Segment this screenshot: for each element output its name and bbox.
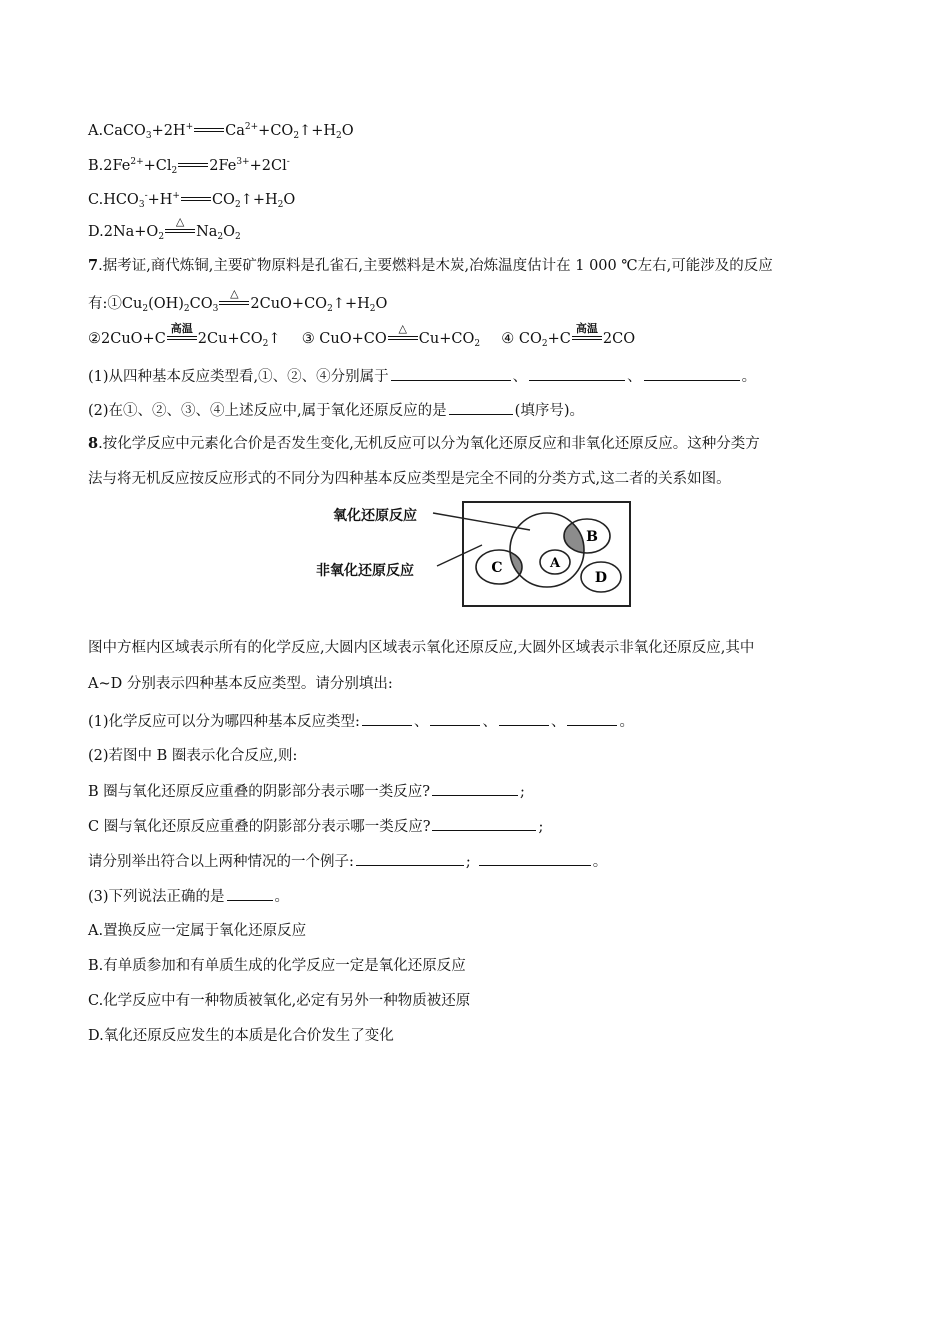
answer-blank[interactable] (499, 711, 549, 726)
formula-part: +2H (151, 123, 186, 139)
superscript: + (172, 191, 180, 201)
formula-part: 2Fe (209, 158, 237, 174)
answer-blank[interactable] (362, 711, 412, 726)
formula-part: ②2CuO+C (88, 331, 166, 347)
q8-option-b: B.有单质参加和有单质生成的化学反应一定是氧化还原反应 (88, 958, 466, 974)
formula-part: HCO (103, 192, 139, 208)
formula-part: +C (547, 331, 571, 347)
formula-part: Ca (225, 123, 245, 139)
venn-svg (464, 503, 629, 605)
q8-option-c: C.化学反应中有一种物质被氧化,必定有另外一种物质被还原 (88, 993, 471, 1009)
answer-blank[interactable] (567, 711, 617, 726)
formula-part: 2Cu+CO (197, 331, 263, 347)
answer-blank[interactable] (430, 711, 480, 726)
separator: 、 (550, 714, 566, 730)
subscript: 2 (277, 200, 284, 210)
punctuation: ; (538, 819, 544, 835)
answer-blank[interactable] (227, 886, 273, 901)
question-text: (2)在①、②、③、④上述反应中,属于氧化还原反应的是 (88, 403, 447, 419)
q8-sub2-c (88, 816, 543, 837)
superscript: + (185, 122, 194, 132)
superscript: 2+ (244, 122, 259, 132)
answer-blank[interactable] (479, 851, 591, 866)
formula-part: ↑+H (332, 296, 370, 312)
formula-part: ↑ (268, 331, 281, 347)
condition-label: 高温 (170, 322, 193, 335)
superscript: 3+ (236, 157, 250, 167)
question-text: (1)化学反应可以分为哪四种基本反应类型: (88, 714, 360, 730)
subscript: 2 (183, 304, 190, 314)
question-text: B 圈与氧化还原反应重叠的阴影部分表示哪一类反应? (88, 784, 431, 800)
subscript: 3 (212, 304, 219, 314)
label-c: C (491, 560, 503, 576)
formula-part: O (223, 224, 236, 240)
subscript: 2 (327, 304, 333, 314)
formula-part: +H (147, 192, 173, 208)
question-text: .按化学反应中元素化合价是否发生变化,无机反应可以分为氧化还原反应和非氧化还原反应。这种分类方 (98, 436, 760, 452)
q8-sub2-b (88, 781, 525, 802)
punctuation: 。 (274, 889, 290, 905)
question-text: A~D 分别表示四种基本反应类型。请分别填出: (88, 676, 393, 692)
subscript: 2 (369, 304, 376, 314)
superscript: 2+ (130, 157, 144, 167)
formula-part: ③ CuO+CO (301, 331, 387, 347)
subscript: 2 (293, 131, 300, 141)
question-text: (2)若图中 B 圈表示化合反应,则: (88, 748, 298, 764)
formula-part: 有:①Cu (88, 296, 143, 312)
subscript: 2 (474, 339, 481, 349)
separator: 、 (482, 714, 497, 730)
formula-part: CO (189, 296, 213, 312)
label-nonredox: 非氧化还原反应 (316, 563, 414, 579)
formula-part: 2CO (602, 331, 636, 347)
q8-sub2-examples (88, 851, 607, 872)
formula-part: 2Fe (103, 158, 131, 174)
option-label: D. (88, 224, 104, 240)
answer-blank[interactable] (356, 851, 464, 866)
superscript: - (286, 157, 290, 167)
punctuation: 。 (619, 714, 634, 730)
q8-sub1 (88, 711, 634, 732)
q8-sub3 (88, 886, 289, 907)
punctuation: 。 (592, 854, 608, 870)
subscript: 2 (234, 200, 241, 210)
formula-part: +Cl (143, 158, 172, 174)
option-label: A. (88, 123, 104, 139)
question-text: (3)下列说法正确的是 (88, 889, 225, 905)
subscript: 2 (541, 339, 548, 349)
punctuation: 。 (741, 369, 757, 385)
formula-part: 2Na+O (103, 224, 159, 240)
question-text: 请分别举出符合以上两种情况的一个例子: (88, 854, 354, 870)
formula-part: +2Cl (249, 158, 287, 174)
superscript: - (144, 191, 148, 201)
formula-part: 2CuO+CO (250, 296, 328, 312)
formula-part: Na (196, 224, 218, 240)
formula-part: +CO (258, 123, 294, 139)
condition-label: △ (230, 287, 239, 300)
formula-part: O (341, 123, 354, 139)
subscript: 2 (217, 232, 224, 242)
answer-blank[interactable] (432, 781, 518, 796)
separator: 、 (512, 369, 528, 385)
formula-part: (OH) (148, 296, 184, 312)
question-text: 图中方框内区域表示所有的化学反应,大圆内区域表示氧化还原反应,大圆外区域表示非氧化还原反应,其中 (88, 640, 755, 656)
q8-desc-2 (88, 674, 393, 694)
formula-part: CaCO (103, 123, 146, 139)
q8-option-a: A.置换反应一定属于氧化还原反应 (88, 923, 307, 939)
subscript: 2 (336, 131, 342, 141)
condition-label: △ (175, 215, 185, 228)
label-redox: 氧化还原反应 (333, 508, 417, 524)
question-text: 法与将无机反应按反应形式的不同分为四种基本反应类型是完全不同的分类方式,这二者的关系如图。 (88, 471, 731, 487)
option-label: C. (88, 192, 104, 208)
option-label: B. (88, 158, 104, 174)
subscript: 2 (171, 166, 178, 176)
subscript: 3 (145, 131, 152, 141)
formula-part: ④ CO (501, 331, 542, 347)
subscript: 2 (142, 304, 149, 314)
q8-option-d: D.氧化还原反应发生的本质是化合价发生了变化 (88, 1028, 394, 1044)
label-d: D (594, 570, 608, 586)
question-number: 8 (88, 435, 99, 452)
formula-part: CO (211, 192, 235, 208)
label-b: B (586, 529, 598, 545)
separator: 、 (627, 369, 642, 385)
question-text: (1)从四种基本反应类型看,①、②、④分别属于 (88, 369, 389, 385)
q8-desc-1 (88, 638, 754, 658)
question-text: C 圈与氧化还原反应重叠的阴影部分表示哪一类反应? (88, 819, 431, 835)
question-text: (填序号)。 (514, 403, 584, 419)
condition-label: 高温 (575, 322, 598, 335)
subscript: 2 (262, 339, 269, 349)
condition-label: △ (398, 322, 407, 335)
formula-part: ↑+H (299, 123, 336, 139)
subscript: 3 (138, 200, 145, 210)
question-text: .据考证,商代炼铜,主要矿物原料是孔雀石,主要燃料是木炭,冶炼温度估计在 1 000 ℃左右,可能涉及的反应 (98, 258, 773, 274)
formula-part: ↑+H (240, 192, 278, 208)
separator: 、 (413, 714, 429, 730)
subscript: 2 (235, 232, 241, 242)
punctuation: ; (520, 784, 525, 800)
question-number: 7 (88, 257, 99, 274)
subscript: 2 (158, 232, 165, 242)
venn-diagram (462, 501, 631, 607)
formula-part: O (375, 296, 388, 312)
q8-sub2 (88, 746, 297, 766)
answer-blank[interactable] (432, 816, 536, 831)
formula-part: O (283, 192, 296, 208)
separator: ; (465, 854, 471, 870)
label-a: A (549, 556, 561, 571)
formula-part: Cu+CO (418, 331, 475, 347)
